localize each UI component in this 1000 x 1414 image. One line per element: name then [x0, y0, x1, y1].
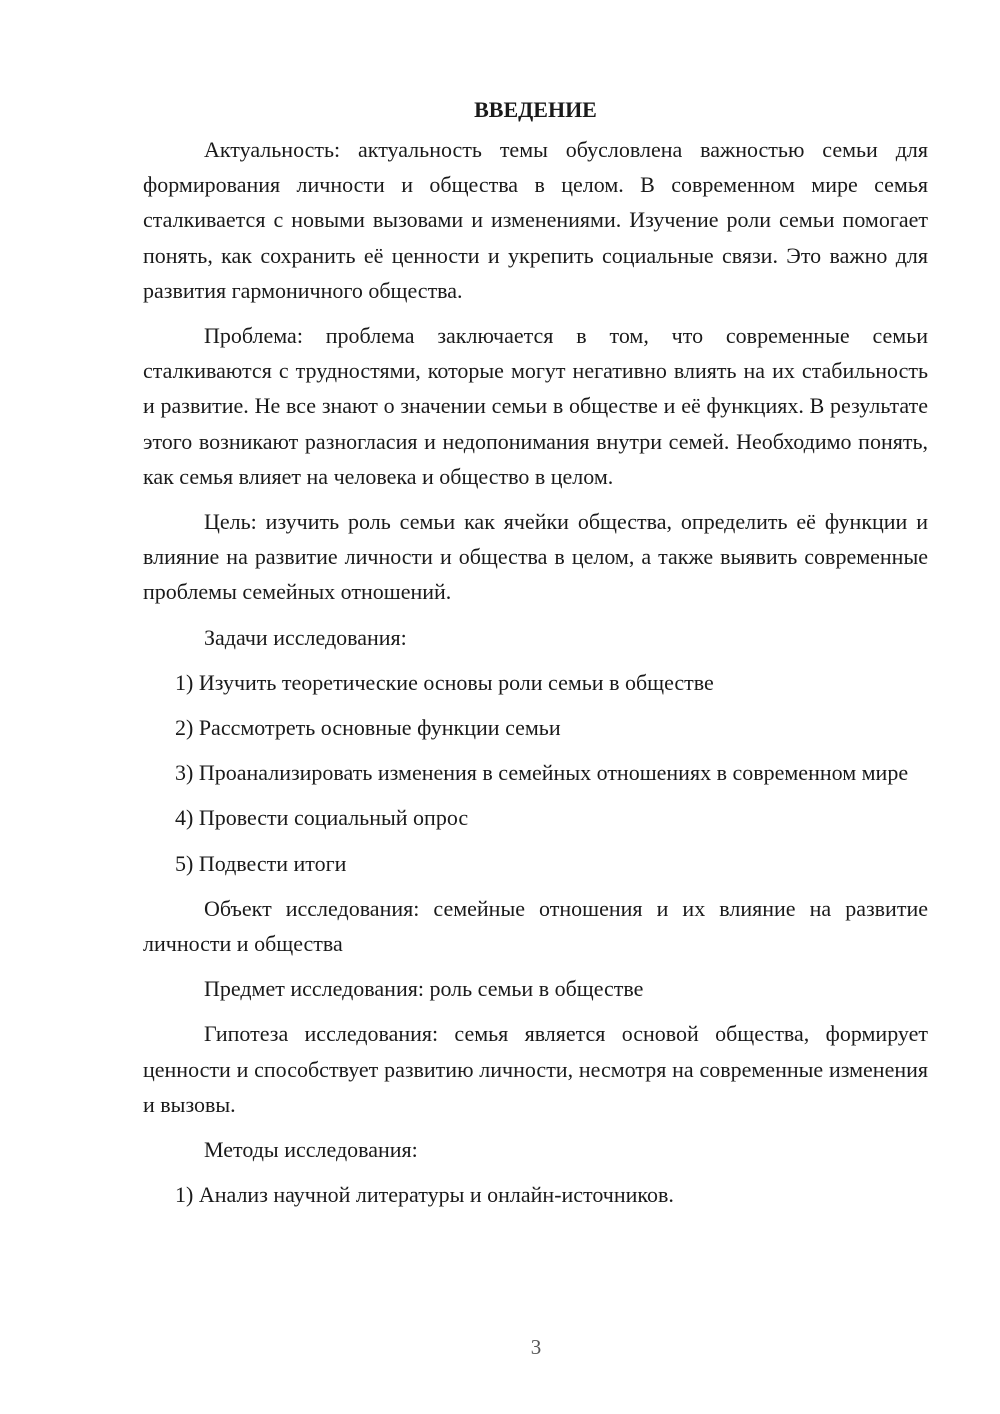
task-item-5: 5) Подвести итоги — [175, 850, 347, 876]
object-paragraph: Объект исследования: семейные отношения и их влияние на развитие личности и общества — [143, 895, 928, 957]
tasks-heading: Задачи исследования: — [204, 624, 407, 650]
document-page — [143, 92, 928, 1222]
hypothesis-paragraph: Гипотеза исследования: семья является основой общества, формирует ценности и способствует развитию личности, несмотря на современные изменения и вызовы. — [143, 1021, 928, 1117]
problem-paragraph: Проблема: проблема заключается в том, что современные семьи сталкиваются с трудностями, которые могут негативно влиять на их стабильность и развитие. Не все знают о значении семьи в обществе и её функциях. В результате этого возникают разногласия и недопонимания внутри семей. Необходимо понять, как семья влияет на человека и общество в целом. — [143, 323, 928, 489]
section-title: ВВЕДЕНИЕ — [474, 97, 597, 122]
goal-paragraph: Цель: изучить роль семьи как ячейки общества, определить её функции и влияние на развитие личности и общества в целом, а также выявить современные проблемы семейных отношений. — [143, 509, 928, 605]
method-item-1: 1) Анализ научной литературы и онлайн-источников. — [175, 1182, 674, 1208]
page-number: 3 — [530, 1335, 542, 1359]
task-item-3: 3) Проанализировать изменения в семейных отношениях в современном мире — [175, 760, 909, 786]
subject-paragraph: Предмет исследования: роль семьи в обществе — [204, 976, 644, 1002]
task-item-4: 4) Провести социальный опрос — [175, 805, 469, 831]
task-item-1: 1) Изучить теоретические основы роли семьи в обществе — [175, 669, 714, 695]
task-item-2: 2) Рассмотреть основные функции семьи — [175, 715, 561, 741]
methods-heading: Методы исследования: — [204, 1137, 418, 1163]
relevance-paragraph: Актуальность: актуальность темы обусловлена важностью семьи для формирования личности и общества в целом. В современном мире семья сталкивается с новыми вызовами и изменениями. Изучение роли семьи помогает понять, как сохранить её ценности и укрепить социальные связи. Это важно для развития гармоничного общества. — [143, 137, 928, 303]
